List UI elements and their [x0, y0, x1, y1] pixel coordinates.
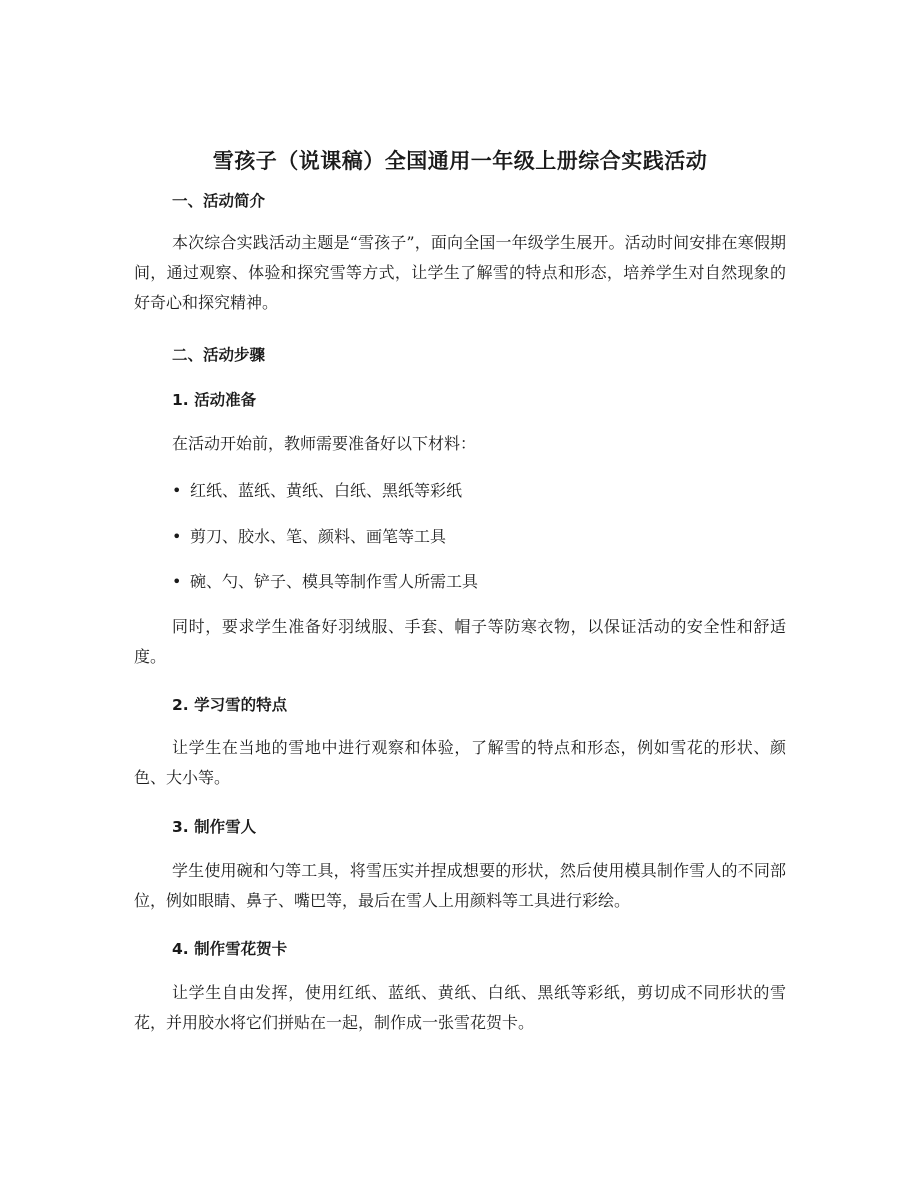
document-title: 雪孩子（说课稿）全国通用一年级上册综合实践活动	[212, 149, 708, 173]
step-heading-preparation: 1. 活动准备	[172, 391, 257, 409]
preparation-intro: 在活动开始前，教师需要准备好以下材料：	[172, 434, 477, 453]
intro-paragraph: 本次综合实践活动主题是“雪孩子”，面向全国一年级学生展开。活动时间安排在寒假期间，通过观察、体验和探究雪等方式，让学生了解雪的特点和形态，培养学生对自然现象的好奇心和探究精神。	[134, 233, 786, 312]
step-heading-snowman: 3. 制作雪人	[172, 818, 257, 836]
step-heading-card: 4. 制作雪花贺卡	[172, 940, 288, 958]
preparation-after-paragraph: 同时，要求学生准备好羽绒服、手套、帽子等防寒衣物，以保证活动的安全性和舒适度。	[134, 617, 786, 666]
list-item	[172, 476, 787, 506]
list-item-text: 碗、勺、铲子、模具等制作雪人所需工具	[190, 572, 479, 591]
bullet-icon: •	[172, 527, 182, 546]
list-item	[172, 522, 787, 552]
section-heading-intro: 一、活动简介	[172, 192, 266, 210]
snow-features-paragraph: 让学生在当地的雪地中进行观察和体验，了解雪的特点和形态，例如雪花的形状、颜色、大小等。	[134, 738, 786, 787]
list-item	[172, 567, 787, 597]
section-heading-steps: 二、活动步骤	[172, 346, 266, 364]
bullet-icon: •	[172, 481, 182, 500]
list-item-text: 红纸、蓝纸、黄纸、白纸、黑纸等彩纸	[190, 481, 463, 500]
card-paragraph: 让学生自由发挥，使用红纸、蓝纸、黄纸、白纸、黑纸等彩纸，剪切成不同形状的雪花，并用胶水将它们拼贴在一起，制作成一张雪花贺卡。	[134, 983, 786, 1032]
step-heading-snow-features: 2. 学习雪的特点	[172, 696, 288, 714]
list-item-text: 剪刀、胶水、笔、颜料、画笔等工具	[190, 527, 447, 546]
bullet-icon: •	[172, 572, 182, 591]
snowman-paragraph: 学生使用碗和勺等工具，将雪压实并捏成想要的形状，然后使用模具制作雪人的不同部位，例如眼睛、鼻子、嘴巴等，最后在雪人上用颜料等工具进行彩绘。	[134, 861, 786, 910]
